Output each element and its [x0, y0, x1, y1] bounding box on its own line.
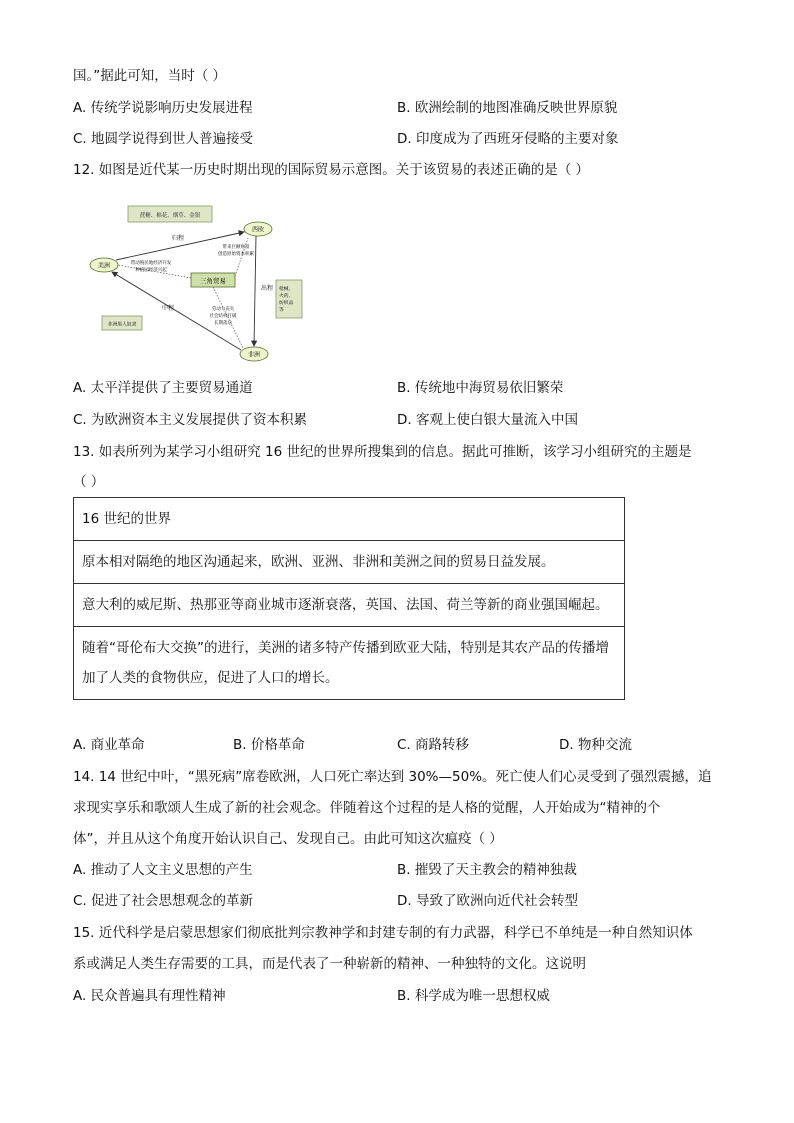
- q14-stem-line-1: 14. 14 世纪中叶，“黑死病”席卷欧洲，人口死亡率达到 30%—50%。死亡使人们心灵受到了强烈震撼，追: [73, 769, 712, 785]
- q13-table-row-3: 随着“哥伦布大交换”的进行，美洲的诸多特产传播到欧亚大陆，特别是其农产品的传播增加了人类的食物供应，促进了人口的增长。: [74, 626, 624, 699]
- triangle-trade-diagram: [88, 198, 328, 368]
- q15-stem-line-1: 15. 近代科学是启蒙思想家们彻底批判宗教神学和封建专制的有力武器，科学已不单纯是一种自然知识体: [73, 925, 693, 941]
- slaves-label: 非洲黑人奴隶: [107, 322, 137, 328]
- export-goods-line-1: 枪械、: [279, 287, 294, 292]
- africa-note-line-1: 劳动力丧失: [211, 307, 235, 312]
- africa-label: 非洲: [247, 351, 261, 359]
- q13-option-d[interactable]: D. 物种交流: [559, 737, 632, 753]
- outbound-leg-label: 出程: [261, 285, 274, 292]
- q14-stem-line-3: 体”，并且从这个角度开始认识自己、发现自己。由此可知这次瘟疫（ ）: [73, 831, 503, 847]
- america-label: 美洲: [97, 262, 111, 270]
- outbound-leg-arrow: [254, 236, 256, 346]
- q13-stem: 13. 如表所列为某学习小组研究 16 世纪的世界所搜集到的信息。据此可推断，该学习小组研究的主题是: [73, 444, 692, 460]
- q11-option-c[interactable]: C. 地圆学说得到世人普遍接受: [73, 131, 254, 147]
- q13-table-header: 16 世纪的世界: [82, 511, 171, 527]
- q11-option-b[interactable]: B. 欧洲绘制的地图准确反映世界原貌: [397, 100, 618, 116]
- q14-option-a[interactable]: A. 推动了人文主义思想的产生: [73, 862, 253, 878]
- q14-option-b[interactable]: B. 摧毁了天主教会的精神独裁: [397, 862, 577, 878]
- q15-option-a[interactable]: A. 民众普遍具有理性精神: [73, 988, 226, 1004]
- west-europe-label: 西欧: [251, 226, 265, 234]
- america-note-line-1: 带动殖民地经济开发: [130, 261, 172, 266]
- q14-option-d[interactable]: D. 导致了欧洲向近代社会转型: [397, 893, 578, 909]
- q12-option-d[interactable]: D. 客观上使白银大量流入中国: [397, 412, 578, 428]
- q13-stem-paren: （ ）: [73, 474, 105, 490]
- middle-leg-label: 中程: [161, 305, 175, 312]
- q13-option-a[interactable]: A. 商业革命: [73, 737, 145, 753]
- q13-info-table: [73, 497, 625, 700]
- triangle-trade-label: 三角贸易: [200, 277, 226, 285]
- export-goods-line-2: 火药、: [279, 294, 294, 299]
- q12-option-b[interactable]: B. 传统地中海贸易依旧繁荣: [397, 380, 564, 396]
- q15-option-b[interactable]: B. 科学成为唯一思想权威: [397, 988, 550, 1004]
- q11-stem-end: 国。”据此可知，当时（ ）: [73, 68, 227, 84]
- q14-option-c[interactable]: C. 促进了社会思想观念的革新: [73, 893, 254, 909]
- q13-table-row-1: 原本相对隔绝的地区沟通起来，欧洲、亚洲、非洲和美洲之间的贸易日益发展。: [74, 540, 624, 583]
- capital-note-connector: [235, 238, 248, 276]
- q15-stem-line-2: 系或满足人类生存需要的工具，而是代表了一种崭新的精神、一种独特的文化。这说明: [73, 956, 586, 972]
- colonial-goods-label: 蔗糖、棉花、烟草、金银: [139, 213, 201, 219]
- q13-option-c[interactable]: C. 商路转移: [397, 737, 470, 753]
- q11-option-a[interactable]: A. 传统学说影响历史发展进程: [73, 100, 253, 116]
- q12-option-a[interactable]: A. 太平洋提供了主要贸易通道: [73, 380, 253, 396]
- export-goods-line-4: 等: [279, 308, 284, 313]
- q12-option-c[interactable]: C. 为欧洲资本主义发展提供了资本积累: [73, 412, 308, 428]
- africa-note-line-2: 社会结构打破: [209, 314, 237, 319]
- return-leg-label: 归程: [171, 235, 185, 242]
- capital-note-line-2: 创造原始资本积累: [218, 252, 254, 257]
- export-goods-line-3: 纺织品: [279, 301, 294, 306]
- africa-note-line-3: 长期落后: [214, 321, 232, 326]
- q13-option-b[interactable]: B. 价格革命: [233, 737, 305, 753]
- america-note-line-2: 种植园经济兴起: [135, 268, 167, 273]
- q13-table-row-2: 意大利的威尼斯、热那亚等商业城市逐渐衰落，英国、法国、荷兰等新的商业强国崛起。: [74, 583, 624, 626]
- q12-stem: 12. 如图是近代某一历史时期出现的国际贸易示意图。关于该贸易的表述正确的是（ ）: [73, 162, 590, 178]
- q11-option-d[interactable]: D. 印度成为了西班牙侵略的主要对象: [397, 131, 619, 147]
- q14-stem-line-2: 求现实享乐和歌颂人生成了新的社会观念。伴随着这个过程的是人格的觉醒，人开始成为“精神的个: [73, 800, 661, 816]
- capital-note-line-1: 带来巨额财富: [222, 245, 250, 250]
